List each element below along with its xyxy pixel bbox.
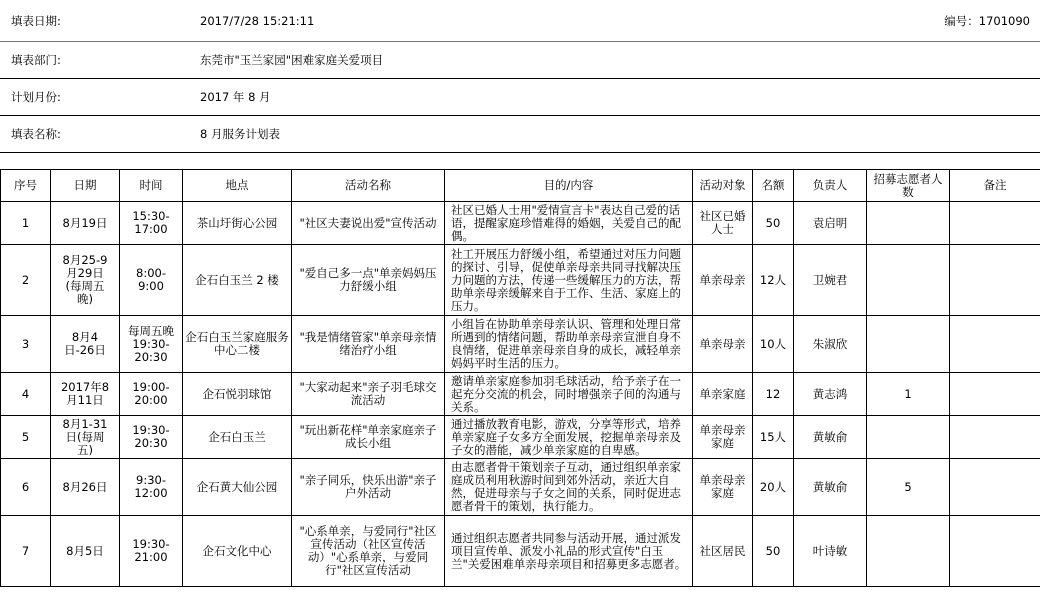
cell-activity: "大家动起来"亲子羽毛球交流活动 (292, 373, 445, 416)
table-row (1, 316, 1040, 373)
cell-target: 单亲母亲 (693, 316, 753, 373)
cell-target: 单亲母亲家庭 (693, 416, 753, 459)
cell-remark (950, 416, 1040, 459)
cell-target: 社区已婚人士 (693, 202, 753, 245)
col-header-content: 目的/内容 (445, 170, 693, 202)
col-header-time: 时间 (120, 170, 183, 202)
cell-volunteers: 5 (867, 459, 950, 516)
cell-leader: 卫婉君 (794, 245, 867, 316)
cell-leader: 袁启明 (794, 202, 867, 245)
col-header-remark: 备注 (950, 170, 1040, 202)
header-row-date (0, 0, 1040, 42)
cell-time: 15:30-17:00 (120, 202, 183, 245)
cell-no: 6 (1, 459, 51, 516)
table-row (1, 373, 1040, 416)
col-header-date: 日期 (51, 170, 120, 202)
col-header-quota: 名额 (753, 170, 794, 202)
cell-no: 2 (1, 245, 51, 316)
cell-content: 小组旨在协助单亲母亲认识、管理和处理日常所遇到的情绪问题，帮助单亲母亲宣泄自身不良情绪，促进单亲母亲自身的成长，减轻单亲妈妈平时生活的压力。 (445, 316, 693, 373)
cell-place: 企石悦羽球馆 (183, 373, 292, 416)
cell-quota: 10人 (753, 316, 794, 373)
cell-date: 8月5日 (51, 516, 120, 587)
cell-remark (950, 245, 1040, 316)
cell-place: 企石黄大仙公园 (183, 459, 292, 516)
col-header-target: 活动对象 (693, 170, 753, 202)
cell-time: 19:30-21:00 (120, 516, 183, 587)
cell-time: 每周五晚19:30-20:30 (120, 316, 183, 373)
cell-time: 19:30-20:30 (120, 416, 183, 459)
cell-content: 由志愿者骨干策划亲子互动，通过组织单亲家庭成员利用秋游时间到郊外活动，亲近大自然，促进母亲与子女之间的关系，同时促进志愿者骨干的策划，执行能力。 (445, 459, 693, 516)
table-header-row (1, 170, 1040, 202)
cell-quota: 20人 (753, 459, 794, 516)
cell-content: 邀请单亲家庭参加羽毛球活动，给予亲子在一起充分交流的机会，同时增强亲子间的沟通与关系。 (445, 373, 693, 416)
plan-table (0, 169, 1040, 587)
form-number: 编号：1701090 (666, 0, 1040, 42)
cell-quota: 50 (753, 516, 794, 587)
table-row (1, 459, 1040, 516)
form-name-value: 8 月服务计划表 (189, 116, 1040, 153)
cell-time: 9:30-12:00 (120, 459, 183, 516)
cell-remark (950, 373, 1040, 416)
cell-content: 社工开展压力舒缓小组，希望通过对压力问题的探讨、引导，促使单亲母亲共同寻找解决压力问题的方法，传递一些缓解压力的方法，帮助单亲母亲缓解来自于工作、生活、家庭上的压力。 (445, 245, 693, 316)
cell-leader: 黄志鸿 (794, 373, 867, 416)
cell-activity: "爱自己多一点"单亲妈妈压力舒缓小组 (292, 245, 445, 316)
cell-volunteers: 1 (867, 373, 950, 416)
col-header-place: 地点 (183, 170, 292, 202)
cell-place: 茶山圩街心公园 (183, 202, 292, 245)
cell-date: 8月4日-26日 (51, 316, 120, 373)
cell-volunteers (867, 245, 950, 316)
cell-no: 7 (1, 516, 51, 587)
cell-content: 通过组织志愿者共同参与活动开展，通过派发项目宣传单、派发小礼品的形式宣传"白玉兰"关爱困难单亲母亲项目和招募更多志愿者。 (445, 516, 693, 587)
col-header-no: 序号 (1, 170, 51, 202)
cell-target: 单亲家庭 (693, 373, 753, 416)
fill-date-value: 2017/7/28 15:21:11 (189, 0, 666, 42)
month-label: 计划月份: (0, 79, 189, 116)
header-row-dept (0, 42, 1040, 79)
cell-place: 企石白玉兰家庭服务中心二楼 (183, 316, 292, 373)
table-row (1, 202, 1040, 245)
cell-quota: 15人 (753, 416, 794, 459)
cell-volunteers (867, 416, 950, 459)
cell-quota: 12 (753, 373, 794, 416)
cell-content: 通过播放教育电影，游戏，分享等形式，培养单亲家庭子女多方全面发展，挖掘单亲母亲及子女的潜能，减少单亲家庭的自卑感。 (445, 416, 693, 459)
cell-activity: "我是情绪管家"单亲母亲情绪治疗小组 (292, 316, 445, 373)
cell-leader: 朱淑欣 (794, 316, 867, 373)
cell-date: 8月19日 (51, 202, 120, 245)
cell-leader: 叶诗敏 (794, 516, 867, 587)
col-header-volunteers: 招募志愿者人数 (867, 170, 950, 202)
cell-activity: "玩出新花样"单亲家庭亲子成长小组 (292, 416, 445, 459)
header-row-month (0, 79, 1040, 116)
header-info (0, 0, 1040, 153)
cell-volunteers (867, 316, 950, 373)
fill-date-label: 填表日期: (0, 0, 189, 42)
col-header-leader: 负责人 (794, 170, 867, 202)
cell-date: 8月26日 (51, 459, 120, 516)
cell-target: 单亲母亲家庭 (693, 459, 753, 516)
table-row (1, 245, 1040, 316)
cell-remark (950, 316, 1040, 373)
cell-date: 8月1-31日(每周五) (51, 416, 120, 459)
cell-content: 社区已婚人士用"爱情宣言卡"表达自己爱的话语，提醒家庭珍惜难得的婚姻，关爱自己的配偶。 (445, 202, 693, 245)
form-name-label: 填表名称: (0, 116, 189, 153)
cell-target: 社区居民 (693, 516, 753, 587)
dept-value: 东莞市"玉兰家园"困难家庭关爱项目 (189, 42, 1040, 79)
cell-activity: "社区夫妻说出爱"宣传活动 (292, 202, 445, 245)
col-header-activity: 活动名称 (292, 170, 445, 202)
cell-activity: "心系单亲，与爱同行"社区宣传活动（社区宣传活动）"心系单亲，与爱同行"社区宣传活动 (292, 516, 445, 587)
table-row (1, 516, 1040, 587)
cell-activity: "亲子同乐，快乐出游"亲子户外活动 (292, 459, 445, 516)
month-value: 2017 年 8 月 (189, 79, 1040, 116)
dept-label: 填表部门: (0, 42, 189, 79)
cell-target: 单亲母亲 (693, 245, 753, 316)
cell-place: 企石白玉兰 (183, 416, 292, 459)
cell-quota: 50 (753, 202, 794, 245)
cell-date: 8月25-9月29日(每周五晚) (51, 245, 120, 316)
header-row-name (0, 116, 1040, 153)
cell-no: 3 (1, 316, 51, 373)
cell-time: 8:00-9:00 (120, 245, 183, 316)
cell-volunteers (867, 516, 950, 587)
cell-volunteers (867, 202, 950, 245)
cell-place: 企石文化中心 (183, 516, 292, 587)
cell-leader: 黄敏俞 (794, 416, 867, 459)
cell-date: 2017年8月11日 (51, 373, 120, 416)
cell-no: 4 (1, 373, 51, 416)
cell-remark (950, 459, 1040, 516)
table-row (1, 416, 1040, 459)
cell-quota: 12人 (753, 245, 794, 316)
cell-place: 企石白玉兰 2 楼 (183, 245, 292, 316)
cell-leader: 黄敏俞 (794, 459, 867, 516)
cell-no: 1 (1, 202, 51, 245)
cell-remark (950, 516, 1040, 587)
cell-remark (950, 202, 1040, 245)
cell-time: 19:00-20:00 (120, 373, 183, 416)
cell-no: 5 (1, 416, 51, 459)
